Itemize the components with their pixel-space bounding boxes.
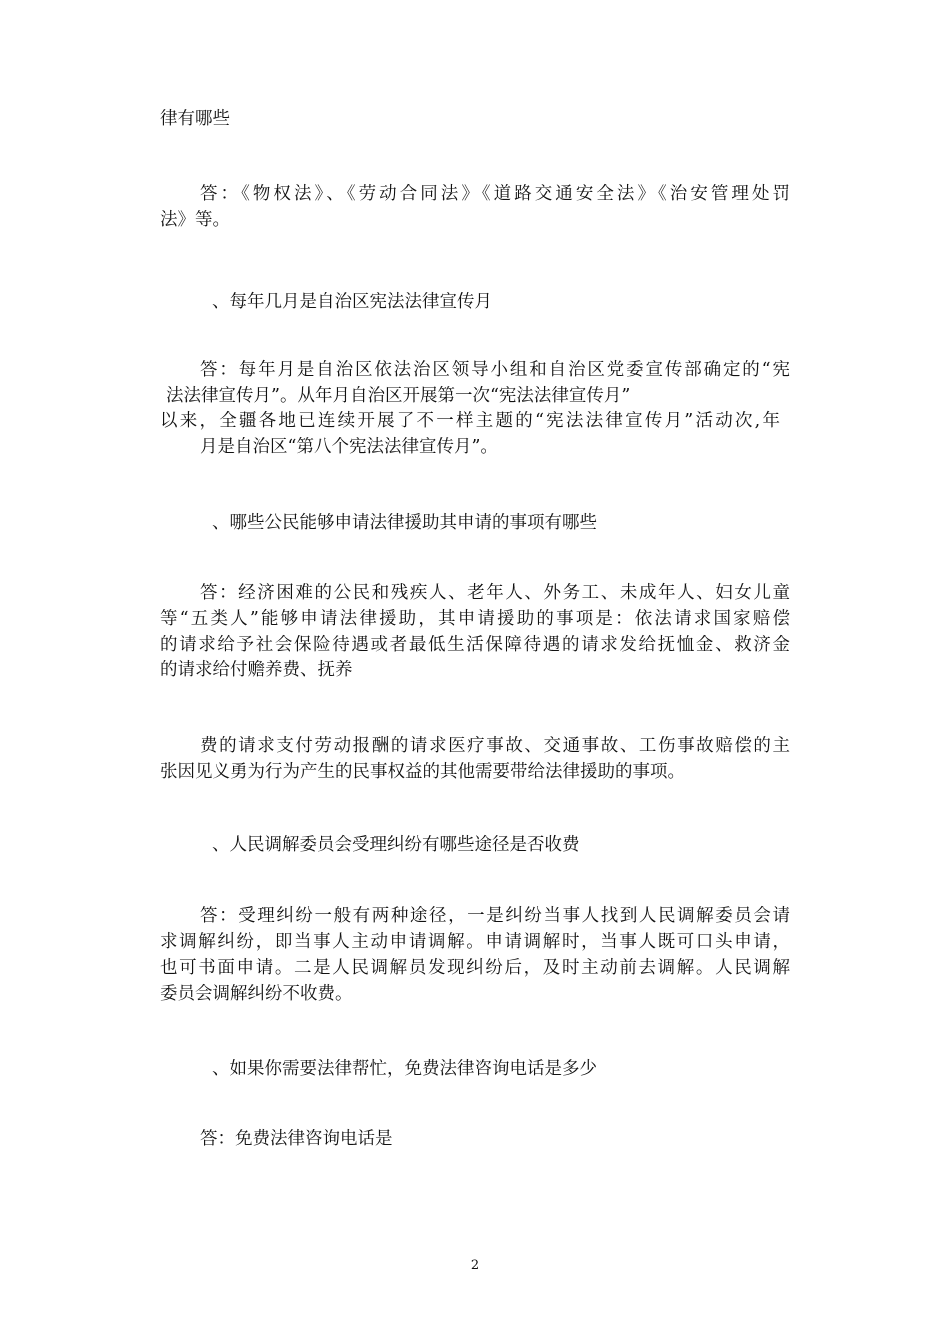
answer-line: 委员会调解纠纷不收费。	[160, 984, 353, 1004]
answer-line: 费的请求支付劳动报酬的请求医疗事故、交通事故、工伤事故赔偿的主	[200, 736, 790, 756]
answer-line: 等“五类人”能够申请法律援助，其申请援助的事项是：依法请求国家赔偿	[160, 609, 790, 629]
answer-line: 法法律宣传月”。从年月自治区开展第一次“宪法法律宣传月”	[166, 386, 631, 406]
answer-line: 答：每年月是自治区依法治区领导小组和自治区党委宣传部确定的“宪	[200, 360, 790, 380]
answer-line: 法》等。	[160, 210, 230, 230]
answer-line: 张因见义勇为行为产生的民事权益的其他需要带给法律援助的事项。	[160, 762, 685, 782]
answer-line: 的请求给付赡养费、抚养	[160, 660, 353, 680]
answer-line: 答：免费法律咨询电话是	[200, 1129, 393, 1149]
question-heading: 、哪些公民能够申请法律援助其申请的事项有哪些	[212, 513, 597, 533]
paragraph-line: 律有哪些	[160, 109, 230, 129]
answer-line: 月是自治区“第八个宪法法律宣传月”。	[200, 437, 498, 457]
answer-line: 的请求给予社会保险待遇或者最低生活保障待遇的请求发给抚恤金、救济金	[160, 635, 790, 655]
question-heading: 、如果你需要法律帮忙，免费法律咨询电话是多少	[212, 1059, 597, 1079]
question-heading: 、人民调解委员会受理纠纷有哪些途径是否收费	[212, 835, 580, 855]
page-number: 2	[470, 1258, 480, 1273]
answer-line: 答：《物权法》、《劳动合同法》《道路交通安全法》《治安管理处罚	[200, 184, 790, 204]
answer-line: 答：受理纠纷一般有两种途径，一是纠纷当事人找到人民调解委员会请	[200, 906, 790, 926]
answer-line: 以来，全疆各地已连续开展了不一样主题的“宪法法律宣传月”活动次,年	[160, 411, 780, 431]
answer-line: 答：经济困难的公民和残疾人、老年人、外务工、未成年人、妇女儿童	[200, 583, 790, 603]
answer-line: 也可书面申请。二是人民调解员发现纠纷后，及时主动前去调解。人民调解	[160, 958, 790, 978]
answer-line: 求调解纠纷，即当事人主动申请调解。申请调解时，当事人既可口头申请，	[160, 932, 790, 952]
question-heading: 、每年几月是自治区宪法法律宣传月	[212, 292, 492, 312]
